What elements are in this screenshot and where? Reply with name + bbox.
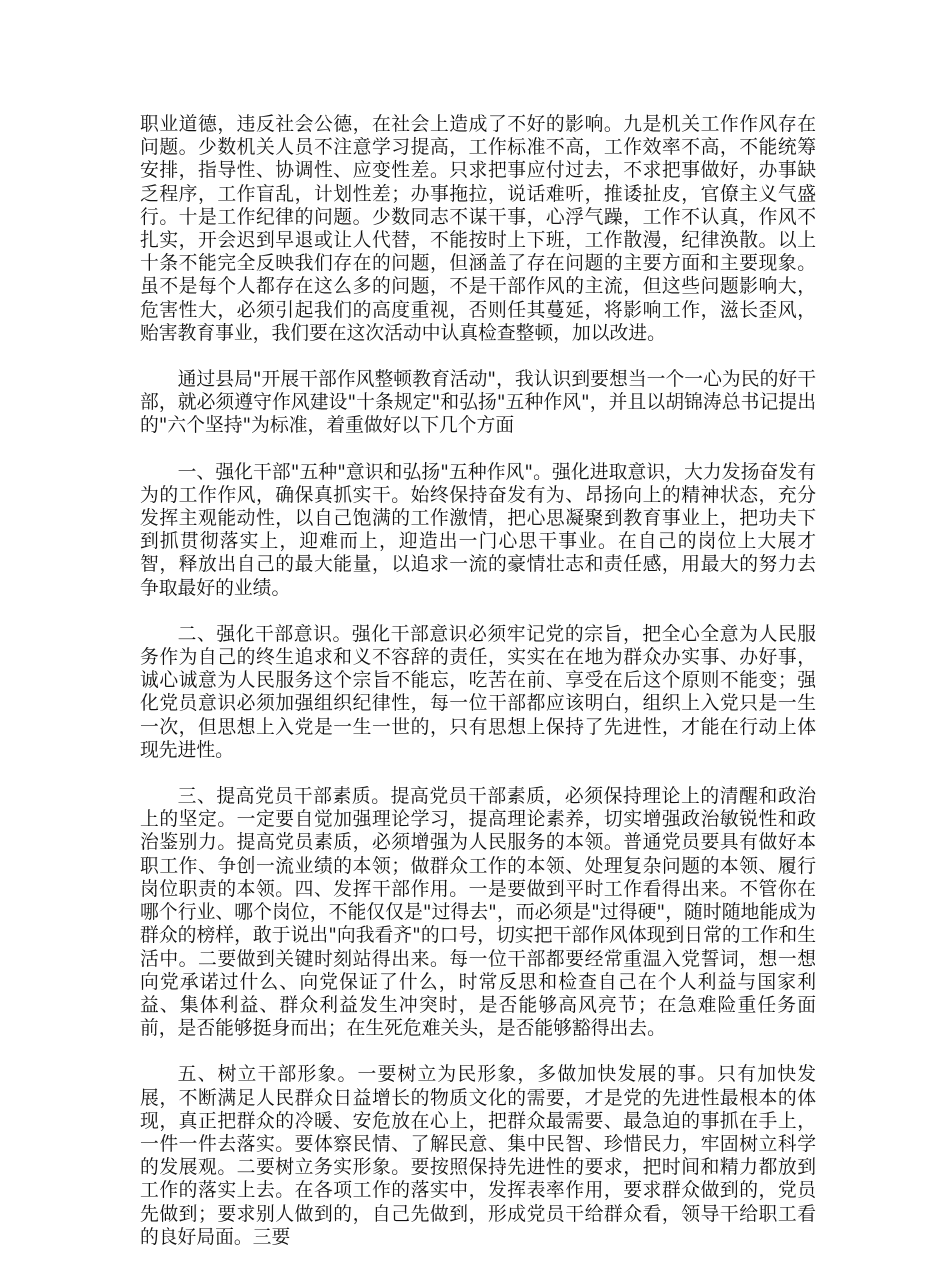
paragraph-6: 五、树立干部形象。一要树立为民形象，多做加快发展的事。只有加快发展，不断满足人民群众日益增长的物质文化的需要，才是党的先进性最根本的体现，真正把群众的冷暖、安危放在心上，把群众最需要、最急迫的事抓在手上，一件一件去落实。要体察民情、了解民意、集中民智、珍惜民力，牢固树立科学的发展观。二要树立务实形象。要按照保持先进性的要求，把时间和精力都放到工作的落实上去。在各项工作的落实中，发挥表率作用，要求群众做到的，党员先做到；要求别人做到的，自己先做到，形成党员干给群众看，领导干给职工看的良好局面。三要 <box>140 1064 816 1248</box>
document-body <box>140 113 816 1272</box>
paragraph-1: 职业道德，违反社会公德，在社会上造成了不好的影响。九是机关工作作风存在问题。少数机关人员不注意学习提高，工作标准不高，工作效率不高，不能统筹安排，指导性、协调性、应变性差。只求把事应付过去，不求把事做好，办事缺乏程序，工作盲乱，计划性差；办事拖拉，说话难听，推诿扯皮，官僚主义气盛行。十是工作纪律的问题。少数同志不谋干事，心浮气躁，工作不认真，作风不扎实，开会迟到早退或让人代替，不能按时上下班，工作散漫，纪律涣散。以上十条不能完全反映我们存在的问题，但涵盖了存在问题的主要方面和主要现象。虽不是每个人都存在这么多的问题，不是干部作风的主流，但这些问题影响大，危害性大，必须引起我们的高度重视，否则任其蔓延，将影响工作，滋长歪风，贻害教育事业，我们要在这次活动中认真检查整顿，加以改进。 <box>140 114 816 344</box>
paragraph-4: 二、强化干部意识。强化干部意识必须牢记党的宗旨，把全心全意为人民服务作为自己的终生追求和义不容辞的责任，实实在在地为群众办实事、办好事，诚心诚意为人民服务这个宗旨不能忘，吃苦在前、享受在后这个原则不能变；强化党员意识必须加强组织纪律性，每一位干部都应该明白，组织上入党只是一生一次，但思想上入党是一生一世的，只有思想上保持了先进性，才能在行动上体现先进性。 <box>140 623 816 761</box>
paragraph-2: 通过县局"开展干部作风整顿教育活动"，我认识到要想当一个一心为民的好干部，就必须遵守作风建设"十条规定"和弘扬"五种作风"，并且以胡锦涛总书记提出的"六个坚持"为标准，着重做好以下几个方面 <box>140 369 816 437</box>
paragraph-3: 一、强化干部"五种"意识和弘扬"五种作风"。强化进取意识，大力发扬奋发有为的工作作风，确保真抓实干。始终保持奋发有为、昂扬向上的精神状态，充分发挥主观能动性，以自己饱满的工作激情，把心思凝聚到教育事业上，把功夫下到抓贯彻落实上，迎难而上，迎造出一门心思干事业。在自己的岗位上大展才智，释放出自己的最大能量，以追求一流的豪情壮志和责任感，用最大的努力去争取最好的业绩。 <box>140 461 816 599</box>
paragraph-5: 三、提高党员干部素质。提高党员干部素质，必须保持理论上的清醒和政治上的坚定。一定要自觉加强理论学习，提高理论素养，切实增强政治敏锐性和政治鉴别力。提高党员素质，必须增强为人民服务的本领。普通党员要具有做好本职工作、争创一流业绩的本领；做群众工作的本领、处理复杂问题的本领、履行岗位职责的本领。四、发挥干部作用。一是要做到平时工作看得出来。不管你在哪个行业、哪个岗位，不能仅仅是"过得去"，而必须是"过得硬"，随时随地能成为群众的榜样，敢于说出"向我看齐"的口号，切实把干部作风体现到日常的工作和生活中。二要做到关键时刻站得出来。每一位干部都要经常重温入党誓词，想一想向党承诺过什么、向党保证了什么，时常反思和检查自己在个人利益与国家利益、集体利益、群众利益发生冲突时，是否能够高风亮节；在急难险重任务面前，是否能够挺身而出；在生死危难关头，是否能够豁得出去。 <box>140 786 816 1040</box>
